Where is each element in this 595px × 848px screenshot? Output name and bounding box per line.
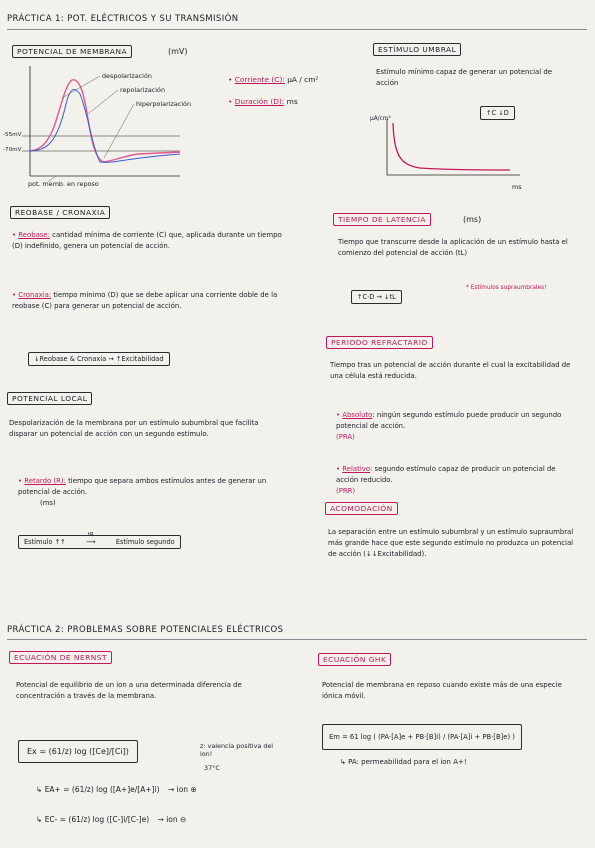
nernst-eq-c [36,815,186,824]
nernst-eq-a-note: → ion ⊕ [167,785,197,794]
practica-1-title: PRÁCTICA 1: POT. ELÉCTRICOS Y SU TRANSMISIÓN [7,14,239,24]
acomodacion-box: ACOMODACIÓN [325,502,398,515]
corner-arrow-icon: ↳ [36,785,43,794]
corner-arrow-icon: ↳ [36,815,43,824]
duracion-label: Duración (D): [234,97,285,106]
retardo-item: • Retardo (R): tiempo que separa ambos estímulos antes de generar un potencial de acción. (ms) [18,477,267,507]
cronaxia-item: • Cronaxia: tiempo mínimo (D) que se debe aplicar una corriente doble de la reobase (C) para generar un potencial de acción. [12,291,278,310]
corriente-line: • Corriente (C): µA / cm² [228,75,319,84]
label-repolarizacion: repolarización [120,86,165,94]
corner-arrow-icon: ↳ [340,758,346,766]
periodo-text: Tiempo tras un potencial de acción durante el cual la excitabilidad de una célula está reducida. [330,361,571,380]
strength-duration-x-label: ms [512,183,522,191]
nernst-eq-c-note: → ion ⊖ [157,815,187,824]
duracion-value: ms [286,97,298,106]
cronaxia-text: tiempo mínimo (D) que se debe aplicar una corriente doble de la reobase (C) para generar un potencial de acción. [12,291,278,310]
label-pot-reposo: pot. memb. en reposo [28,180,99,188]
retardo-unit: (ms) [40,499,56,507]
corriente-value: µA / cm² [287,75,319,84]
potencial-local-box: POTENCIAL LOCAL [7,392,92,405]
nernst-note-37: 37°C [204,764,220,772]
reobase-term: Reobase: [18,231,50,239]
absoluto-item: • Absoluto: ningún segundo estímulo puede producir un segundo potencial de acción. (PRA) [336,411,562,441]
potencial-local-text: Despolarización de la membrana por un estímulo subumbral que facilita disparar un potencial de acción con un segundo estímulo. [9,419,259,438]
reobase-box: REOBASE / CRONAXIA [10,206,110,219]
periodo-box: PERIODO REFRACTARIO [326,336,433,349]
label-despolarizacion: despolarización [102,72,152,80]
reobase-item: • Reobase: cantidad mínima de corriente (C) que, aplicada durante un tiempo (D) indefinido, genera un potencial de acción. [12,231,282,250]
formula-left: Estímulo ↑↑ [24,538,66,546]
estimulo-umbral-formula: ↑C ↓D [480,106,515,120]
ghk-text: Potencial de membrana en reposo cuando existe más de una especie iónica móvil. [322,681,562,700]
label-hiperpolarizacion: hiperpolarización [136,100,192,108]
relativo-abbr: (PRR) [336,487,356,495]
nernst-eq-a-text: EA+ = (61/z) log ([A+]e/[A+]i) [44,785,160,794]
strength-duration-y-label: µA/cm² [370,116,391,122]
label-reposo: -70mV [3,147,22,153]
estimulo-umbral-box: ESTÍMULO UMBRAL [373,43,461,56]
latencia-formula: ↑C·D → ↓tL [351,290,402,304]
absoluto-term: Absoluto [342,411,373,419]
reobase-formula: ↓Reobase & Cronaxia → ↑Excitabilidad [28,352,170,366]
practica-2-title: PRÁCTICA 2: PROBLEMAS SOBRE POTENCIALES ELÉCTRICOS [7,625,284,635]
ghk-box: ECUACIÓN GHK [318,653,391,666]
label-umbral: -55mV [3,132,22,138]
retardo-term: Retardo (R): [24,477,66,485]
relativo-text: : segundo estímulo capaz de producir un potencial de acción reducido. [336,465,556,484]
ghk-note [340,758,467,766]
relativo-item: • Relativo: segundo estímulo capaz de producir un potencial de acción reducido. (PRR) [336,465,556,495]
latencia-unit: (ms) [463,215,482,224]
ghk-main-equation: Em = 61 log ( (PA·[A]e + PB·[B]i) / (PA·[A]i + PB·[B]e) ) [322,724,522,750]
practica-2-rule [7,639,587,640]
nernst-eq-a [36,785,197,794]
action-potential-graph [0,64,230,194]
latencia-note: * Estímulos supraumbrales! [466,285,547,291]
nernst-note-z: z: valencia positiva del ion! [200,742,274,758]
absoluto-abbr: (PRA) [336,433,355,441]
practica-1-rule [7,29,587,30]
estimulo-umbral-text: Estímulo mínimo capaz de generar un potencial de acción [376,68,552,87]
potencial-local-formula [18,532,181,549]
retardo-text: tiempo que separa ambos estímulos antes de generar un potencial de acción. [18,477,267,496]
nernst-eq-c-text: EC- = (61/z) log ([C-]i/[C-]e) [44,815,150,824]
corriente-label: Corriente (C): [234,75,285,84]
duracion-line: • Duración (D): ms [228,97,298,106]
arrow-icon: ⟶ [86,538,96,546]
latencia-box: TIEMPO DE LATENCIA [333,213,431,226]
nernst-main-equation: Ex = (61/z) log ([Ce]/[Ci]) [18,740,138,763]
potencial-membrana-unit: (mV) [168,47,188,56]
acomodacion-text: La separación entre un estímulo subumbral y un estímulo supraumbral más grande hace que este segundo estímulo no produzca un potencial de acción (↓↓Excitabilidad). [328,528,574,558]
cronaxia-term: Cronaxia: [18,291,52,299]
formula-right: Estímulo segundo [115,538,175,546]
potencial-membrana-box: POTENCIAL DE MEMBRANA [12,45,132,58]
latencia-text: Tiempo que transcurre desde la aplicación de un estímulo hasta el comienzo del potencial de acción (tL) [338,238,568,257]
nernst-text: Potencial de equilibrio de un ion a una determinada diferencia de concentración a través de la membrana. [16,681,242,700]
ghk-note-text: PA: permeabilidad para el ion A+! [348,758,467,766]
nernst-box: ECUACIÓN DE NERNST [9,651,112,664]
absoluto-text: : ningún segundo estímulo puede producir un segundo potencial de acción. [336,411,562,430]
relativo-term: Relativo [342,465,371,473]
formula-mid: tR [87,532,94,538]
reobase-text: cantidad mínima de corriente (C) que, aplicada durante un tiempo (D) indefinido, genera un potencial de acción. [12,231,282,250]
